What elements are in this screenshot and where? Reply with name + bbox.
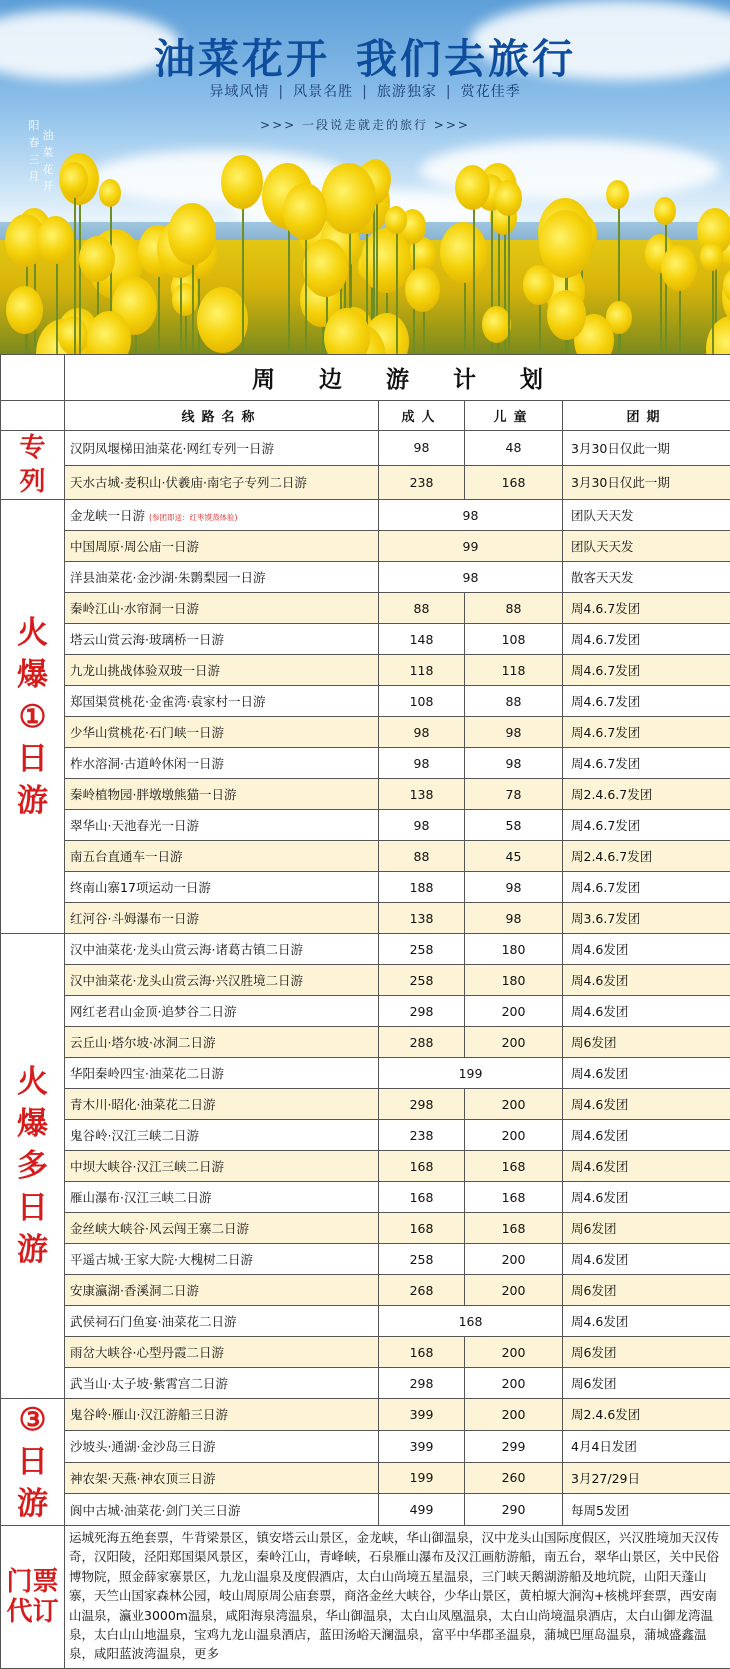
schedule: 周4.6.7发团 xyxy=(563,624,730,655)
adult-price: 238 xyxy=(379,1120,465,1151)
route-name xyxy=(65,531,379,562)
table-row xyxy=(1,1430,730,1462)
route-name-text: 网红老君山金顶·追梦谷二日游 xyxy=(70,1004,236,1019)
section-label-char: 日 xyxy=(1,738,64,780)
tour-plan-table xyxy=(0,354,730,1669)
route-name xyxy=(65,431,379,466)
child-price: 200 xyxy=(465,1275,563,1306)
adult-price: 168 xyxy=(379,1337,465,1368)
child-price: 299 xyxy=(465,1430,563,1462)
tickets-label-char: 订 xyxy=(33,1597,59,1627)
adult-price: 258 xyxy=(379,934,465,965)
child-price: 98 xyxy=(465,872,563,903)
table-row xyxy=(1,717,730,748)
section-label-char: 多 xyxy=(1,1145,64,1187)
adult-price: 98 xyxy=(379,431,465,466)
route-name-text: 翠华山·天池春光一日游 xyxy=(70,818,199,833)
table-row xyxy=(1,810,730,841)
table-row xyxy=(1,1182,730,1213)
schedule: 团队天天发 xyxy=(563,500,730,531)
child-price: 200 xyxy=(465,996,563,1027)
table-row xyxy=(1,872,730,903)
table-row xyxy=(1,1244,730,1275)
banner-tagline: >>> 一段说走就走的旅行 >>> xyxy=(0,116,730,133)
adult-price: 499 xyxy=(379,1494,465,1526)
table-row xyxy=(1,655,730,686)
section-label-char: 火 xyxy=(1,1061,64,1103)
table-row xyxy=(1,624,730,655)
route-name xyxy=(65,1494,379,1526)
route-name-text: 神农架·天燕·神农顶三日游 xyxy=(70,1471,215,1486)
child-price: 168 xyxy=(465,1151,563,1182)
route-name xyxy=(65,717,379,748)
schedule: 散客天天发 xyxy=(563,562,730,593)
corner-cell xyxy=(1,355,65,401)
route-name-text: 汉中油菜花·龙头山赏云海·兴汉胜境二日游 xyxy=(70,973,303,988)
route-name-text: 鬼谷岭·雁山·汉江游船三日游 xyxy=(70,1407,228,1422)
schedule: 周4.6.7发团 xyxy=(563,655,730,686)
table-row xyxy=(1,934,730,965)
tickets-label-char: 代 xyxy=(6,1597,32,1627)
section-label xyxy=(1,1399,65,1526)
table-row xyxy=(1,431,730,466)
route-name-text: 塔云山赏云海·玻璃桥一日游 xyxy=(70,632,224,647)
banner-tag: 旅游独家 xyxy=(377,84,437,100)
child-price: 168 xyxy=(465,1213,563,1244)
child-price: 180 xyxy=(465,965,563,996)
tickets-text-cell xyxy=(65,1526,730,1669)
adult-price: 288 xyxy=(379,1027,465,1058)
schedule: 周4.6发团 xyxy=(563,965,730,996)
route-name-text: 中坝大峡谷·汉江三峡二日游 xyxy=(70,1159,224,1174)
route-name-text: 郑国渠赏桃花·金雀湾·袁家村一日游 xyxy=(70,694,265,709)
route-name xyxy=(65,1027,379,1058)
adult-price: 399 xyxy=(379,1399,465,1431)
child-price: 45 xyxy=(465,841,563,872)
route-name-text: 武当山·太子坡·紫霄宫二日游 xyxy=(70,1376,228,1391)
route-name-text: 少华山赏桃花·石门峡一日游 xyxy=(70,725,224,740)
section-label xyxy=(1,500,65,934)
section-label-char: 日 xyxy=(1,1441,64,1483)
route-name xyxy=(65,562,379,593)
tickets-label xyxy=(1,1526,65,1669)
child-price: 200 xyxy=(465,1337,563,1368)
price-cell: 99 xyxy=(379,531,563,562)
banner xyxy=(0,0,730,354)
route-name xyxy=(65,1430,379,1462)
tickets-row xyxy=(1,1526,730,1669)
route-name xyxy=(65,500,379,531)
schedule: 周4.6发团 xyxy=(563,934,730,965)
header-child: 儿童 xyxy=(465,401,563,431)
route-name-text: 终南山寨17项运动一日游 xyxy=(70,880,211,895)
table-row xyxy=(1,1462,730,1494)
table-row xyxy=(1,779,730,810)
route-name xyxy=(65,1399,379,1431)
section-label-char: 专 xyxy=(1,431,64,465)
adult-price: 258 xyxy=(379,965,465,996)
price-cell: 98 xyxy=(379,500,563,531)
table-row xyxy=(1,1494,730,1526)
table-title-row xyxy=(1,355,730,401)
route-name-text: 秦岭植物园·胖墩墩熊猫一日游 xyxy=(70,787,236,802)
adult-price: 118 xyxy=(379,655,465,686)
table-row xyxy=(1,996,730,1027)
route-name xyxy=(65,593,379,624)
route-name xyxy=(65,965,379,996)
adult-price: 138 xyxy=(379,903,465,934)
adult-price: 188 xyxy=(379,872,465,903)
table-row xyxy=(1,500,730,531)
schedule: 周4.6.7发团 xyxy=(563,717,730,748)
schedule: 周2.4.6.7发团 xyxy=(563,841,730,872)
section-label-char: 火 xyxy=(1,612,64,654)
route-name-text: 九龙山挑战体验双玻一日游 xyxy=(70,663,220,678)
table-row xyxy=(1,1120,730,1151)
adult-price: 298 xyxy=(379,1368,465,1399)
child-price: 200 xyxy=(465,1120,563,1151)
table-row xyxy=(1,1089,730,1120)
schedule: 周4.6.7发团 xyxy=(563,810,730,841)
schedule: 周4.6发团 xyxy=(563,1089,730,1120)
table-row xyxy=(1,562,730,593)
price-cell: 168 xyxy=(379,1306,563,1337)
price-cell: 199 xyxy=(379,1058,563,1089)
adult-price: 138 xyxy=(379,779,465,810)
table-row xyxy=(1,903,730,934)
route-name xyxy=(65,1089,379,1120)
schedule: 周6发团 xyxy=(563,1368,730,1399)
route-name xyxy=(65,686,379,717)
child-price: 48 xyxy=(465,431,563,466)
child-price: 290 xyxy=(465,1494,563,1526)
adult-price: 168 xyxy=(379,1182,465,1213)
schedule: 周4.6发团 xyxy=(563,996,730,1027)
table-header-row xyxy=(1,401,730,431)
route-name xyxy=(65,1151,379,1182)
section-label xyxy=(1,431,65,500)
table-row xyxy=(1,593,730,624)
schedule: 周6发团 xyxy=(563,1213,730,1244)
route-name-text: 武侯祠石门鱼宴·油菜花二日游 xyxy=(70,1314,236,1329)
adult-price: 298 xyxy=(379,1089,465,1120)
route-name xyxy=(65,779,379,810)
table-title: 周边游计划 xyxy=(65,355,730,401)
route-name xyxy=(65,1462,379,1494)
tickets-label-char: 门 xyxy=(6,1567,32,1597)
price-cell: 98 xyxy=(379,562,563,593)
table-row xyxy=(1,1213,730,1244)
adult-price: 268 xyxy=(379,1275,465,1306)
route-name xyxy=(65,810,379,841)
route-name xyxy=(65,1120,379,1151)
child-price: 88 xyxy=(465,593,563,624)
adult-price: 399 xyxy=(379,1430,465,1462)
child-price: 98 xyxy=(465,748,563,779)
child-price: 200 xyxy=(465,1368,563,1399)
adult-price: 258 xyxy=(379,1244,465,1275)
route-name-text: 汉中油菜花·龙头山赏云海·诸葛古镇二日游 xyxy=(70,942,303,957)
route-name-text: 华阳秦岭四宝·油菜花二日游 xyxy=(70,1066,224,1081)
child-price: 98 xyxy=(465,717,563,748)
route-name xyxy=(65,1213,379,1244)
schedule: 周6发团 xyxy=(563,1027,730,1058)
route-name-text: 鬼谷岭·汉江三峡二日游 xyxy=(70,1128,199,1143)
table-row xyxy=(1,531,730,562)
route-name-text: 中国周原·周公庙一日游 xyxy=(70,539,199,554)
child-price: 168 xyxy=(465,465,563,500)
header-route: 线路名称 xyxy=(65,401,379,431)
route-name-text: 金龙峡一日游 xyxy=(70,508,145,523)
route-name-text: 天水古城·麦积山·伏羲庙·南宅子专列二日游 xyxy=(70,475,307,490)
section-label-char: 游 xyxy=(1,1483,64,1525)
route-name xyxy=(65,1368,379,1399)
route-name xyxy=(65,996,379,1027)
schedule: 4月4日发团 xyxy=(563,1430,730,1462)
adult-price: 98 xyxy=(379,810,465,841)
schedule: 3月30日仅此一期 xyxy=(563,465,730,500)
route-name-text: 雁山瀑布·汉江三峡二日游 xyxy=(70,1190,211,1205)
schedule: 周4.6发团 xyxy=(563,1244,730,1275)
section-label-char: 日 xyxy=(1,1187,64,1229)
schedule: 周6发团 xyxy=(563,1275,730,1306)
schedule: 3月30日仅此一期 xyxy=(563,431,730,466)
tickets-text: 运城死海五绝套票，牛背梁景区，镇安塔云山景区，金龙峡，华山御温泉，汉中龙头山国际度假区，兴汉胜境加天汉传奇，汉阳陵，泾阳郑国渠风景区，秦岭江山，青峰峡，石泉雁山瀑布及汉江画舫游船，南五台，翠华山景区，关中民俗博物院，照金薛家寨景区，九龙山温泉及度假酒店，太白山尚境五星温泉，三门峡天鹅湖游船及地坑院，山阳天蓬山寨，天竺山国家森林公园，岐山周原周公庙套票，商洛金丝大峡谷，少华山景区，黄柏塬大涧沟+核桃坪套票，西安南山温泉，瀛业3000m温泉，咸阳海泉湾温泉，华山御温泉，太白山凤凰温泉，太白山尚境温泉酒店，太白山御龙湾温泉，太白山山地温泉，宝鸡九龙山温泉酒店，蓝田汤峪天澜温泉，富平中华郡圣温泉，蒲城巴厘岛温泉，蒲城盛鑫温泉，咸阳蓝波湾温泉，更多 xyxy=(69,1528,726,1664)
route-name xyxy=(65,748,379,779)
adult-price: 168 xyxy=(379,1213,465,1244)
route-name xyxy=(65,841,379,872)
child-price: 58 xyxy=(465,810,563,841)
child-price: 118 xyxy=(465,655,563,686)
schedule: 周4.6发团 xyxy=(563,1120,730,1151)
tickets-label-char: 票 xyxy=(33,1567,59,1597)
child-price: 200 xyxy=(465,1244,563,1275)
table-row xyxy=(1,1275,730,1306)
route-name-text: 汉阴凤堰梯田油菜花·网红专列一日游 xyxy=(70,441,274,456)
adult-price: 238 xyxy=(379,465,465,500)
child-price: 200 xyxy=(465,1027,563,1058)
route-name-text: 安康瀛湖·香溪洞二日游 xyxy=(70,1283,199,1298)
adult-price: 168 xyxy=(379,1151,465,1182)
table-row xyxy=(1,1368,730,1399)
route-name xyxy=(65,1244,379,1275)
banner-tag: 赏花佳季 xyxy=(461,84,521,100)
route-name xyxy=(65,465,379,500)
schedule: 周4.6发团 xyxy=(563,1151,730,1182)
route-name xyxy=(65,624,379,655)
schedule: 周4.6.7发团 xyxy=(563,686,730,717)
route-name xyxy=(65,1182,379,1213)
child-price: 200 xyxy=(465,1399,563,1431)
route-name-text: 秦岭江山·水帘洞一日游 xyxy=(70,601,199,616)
table-row xyxy=(1,965,730,996)
schedule: 每周5发团 xyxy=(563,1494,730,1526)
header-schedule: 团期 xyxy=(563,401,730,431)
vertical-text-left: 阳 春 三 月 xyxy=(28,117,40,185)
adult-price: 88 xyxy=(379,593,465,624)
section-label-char: 游 xyxy=(1,780,64,822)
schedule: 周4.6发团 xyxy=(563,1306,730,1337)
child-price: 168 xyxy=(465,1182,563,1213)
route-name xyxy=(65,655,379,686)
schedule: 周4.6.7发团 xyxy=(563,748,730,779)
route-name xyxy=(65,903,379,934)
schedule: 3月27/29日 xyxy=(563,1462,730,1494)
adult-price: 98 xyxy=(379,717,465,748)
vertical-text-right: 油 菜 花 开 xyxy=(42,127,54,195)
section-label-char: 列 xyxy=(1,465,64,499)
adult-price: 108 xyxy=(379,686,465,717)
route-name-text: 金丝峡大峡谷·风云闯王寨二日游 xyxy=(70,1221,249,1236)
route-name xyxy=(65,1275,379,1306)
schedule: 团队天天发 xyxy=(563,531,730,562)
schedule: 周3.6.7发团 xyxy=(563,903,730,934)
route-note: (参团即送：红枣馍蒸体验) xyxy=(149,513,237,522)
schedule: 周4.6.7发团 xyxy=(563,593,730,624)
table-row xyxy=(1,1027,730,1058)
adult-price: 298 xyxy=(379,996,465,1027)
route-name-text: 青木川·昭化·油菜花二日游 xyxy=(70,1097,215,1112)
table-row xyxy=(1,841,730,872)
route-name xyxy=(65,1058,379,1089)
route-name-text: 平遥古城·王家大院·大槐树二日游 xyxy=(70,1252,253,1267)
route-name-text: 红河谷·斗姆瀑布一日游 xyxy=(70,911,199,926)
section-label xyxy=(1,934,65,1399)
banner-title xyxy=(0,26,730,85)
route-name-text: 雨岔大峡谷·心型丹霞二日游 xyxy=(70,1345,224,1360)
route-name-text: 云丘山·塔尔坡·冰洞二日游 xyxy=(70,1035,215,1050)
adult-price: 148 xyxy=(379,624,465,655)
adult-price: 199 xyxy=(379,1462,465,1494)
table-row xyxy=(1,465,730,500)
table-row xyxy=(1,1151,730,1182)
route-name-text: 阆中古城·油菜花·剑门关三日游 xyxy=(70,1503,240,1518)
route-name xyxy=(65,1306,379,1337)
schedule: 周4.6发团 xyxy=(563,1058,730,1089)
header-adult: 成人 xyxy=(379,401,465,431)
table-row xyxy=(1,748,730,779)
section-label-char: 游 xyxy=(1,1229,64,1271)
header-blank xyxy=(1,401,65,431)
route-name-text: 沙坡头·通湖·金沙岛三日游 xyxy=(70,1439,215,1454)
section-label-char: 爆 xyxy=(1,654,64,696)
child-price: 88 xyxy=(465,686,563,717)
table-row xyxy=(1,1399,730,1431)
child-price: 98 xyxy=(465,903,563,934)
section-label-char: ③ xyxy=(1,1399,64,1441)
schedule: 周4.6发团 xyxy=(563,1182,730,1213)
section-label-char: ① xyxy=(1,696,64,738)
table-row xyxy=(1,1306,730,1337)
route-name xyxy=(65,1337,379,1368)
banner-title-part1: 油菜花开 xyxy=(154,35,330,83)
child-price: 180 xyxy=(465,934,563,965)
table-row xyxy=(1,1058,730,1089)
route-name xyxy=(65,934,379,965)
child-price: 200 xyxy=(465,1089,563,1120)
adult-price: 98 xyxy=(379,748,465,779)
schedule: 周2.4.6发团 xyxy=(563,1399,730,1431)
route-name-text: 柞水溶洞·古道岭休闲一日游 xyxy=(70,756,224,771)
route-name-text: 洋县油菜花·金沙湖·朱鹮梨园一日游 xyxy=(70,570,265,585)
child-price: 78 xyxy=(465,779,563,810)
child-price: 260 xyxy=(465,1462,563,1494)
adult-price: 88 xyxy=(379,841,465,872)
section-label-char: 爆 xyxy=(1,1103,64,1145)
schedule: 周4.6.7发团 xyxy=(563,872,730,903)
schedule: 周2.4.6.7发团 xyxy=(563,779,730,810)
banner-tags: 异域风情 | 风景名胜 | 旅游独家 | 赏花佳季 xyxy=(0,81,730,101)
table-row xyxy=(1,686,730,717)
route-name xyxy=(65,872,379,903)
banner-tag: 异域风情 xyxy=(209,84,269,100)
banner-title-part2: 我们去旅行 xyxy=(356,35,576,83)
schedule: 周6发团 xyxy=(563,1337,730,1368)
banner-tag: 风景名胜 xyxy=(293,84,353,100)
route-name-text: 南五台直通车一日游 xyxy=(70,849,183,864)
child-price: 108 xyxy=(465,624,563,655)
table-row xyxy=(1,1337,730,1368)
